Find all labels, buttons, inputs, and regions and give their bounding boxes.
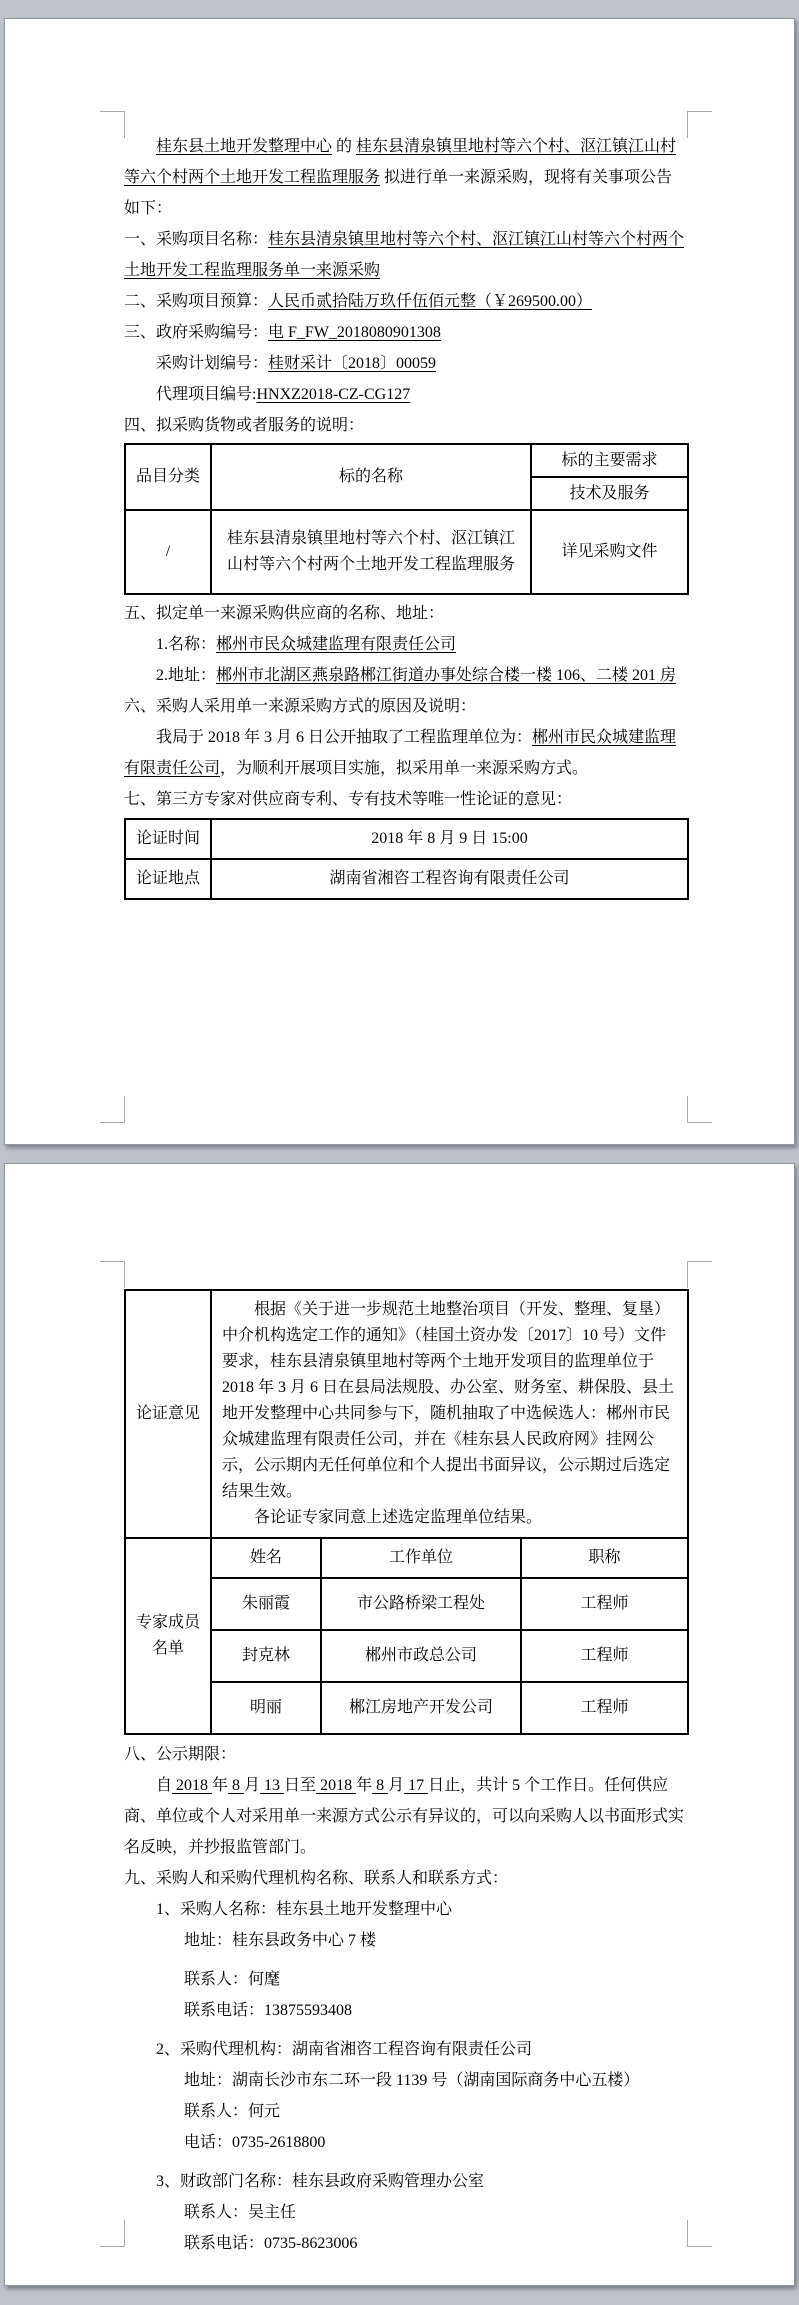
agency-phone-line: 电话：0735-2618800 xyxy=(184,2134,326,2151)
s8-text: 月 xyxy=(244,1777,261,1794)
demonstration-info-table xyxy=(124,818,689,900)
opinion-label-cell: 论证意见 xyxy=(125,1290,211,1538)
project-name-underlined: 桂东县清泉镇里地村等六个村、沤江镇江山村等六个村两个土地开发工程监理服务 xyxy=(124,138,677,186)
expert-title-cell: 工程师 xyxy=(521,1630,688,1682)
section-2-value: 人民币贰拾陆万玖仟伍佰元整（￥269500.00） xyxy=(268,293,593,310)
s8-text: 自 xyxy=(156,1777,173,1794)
supplier-address-value: 郴州市北湖区燕泉路郴江街道办事处综合楼一楼 106、二楼 201 房 xyxy=(216,667,677,684)
demonstration-time-label: 论证时间 xyxy=(125,819,211,859)
goods-col-name-header: 标的名称 xyxy=(211,444,531,510)
page-1-content xyxy=(5,19,794,1144)
demonstration-time-value: 2018 年 8 月 9 日 15:00 xyxy=(211,819,688,859)
single-source-reason-paragraph xyxy=(124,722,685,784)
supplier-name-label: 1.名称： xyxy=(156,636,217,653)
buyer-name-line: 1、采购人名称：桂东县土地开发整理中心 xyxy=(156,1901,453,1918)
reason-supplier-underlined: 郴州市民众城建监理有限责任公司 xyxy=(124,729,677,777)
opinion-row xyxy=(125,1290,688,1538)
s8-day-to-underlined: 17 xyxy=(404,1777,429,1794)
section-6-heading: 六、采购人采用单一来源采购方式的原因及说明： xyxy=(124,698,477,715)
experts-header-row xyxy=(125,1538,688,1578)
expert-opinion-table xyxy=(124,1289,689,1735)
expert-name-cell: 朱丽霞 xyxy=(211,1578,321,1630)
section-5-heading: 五、拟定单一来源采购供应商的名称、地址： xyxy=(124,605,445,622)
s8-month-from-underlined: 8 xyxy=(228,1777,245,1794)
intro-connector: 的 xyxy=(332,138,357,155)
expert-name-cell: 明丽 xyxy=(211,1682,321,1734)
section-7-heading: 七、第三方专家对供应商专利、专有技术等唯一性论证的意见： xyxy=(124,791,573,808)
section-1-value: 桂东县清泉镇里地村等六个村、沤江镇江山村等六个村两个土地开发工程监理服务单一来源采购 xyxy=(124,231,685,279)
expert-title-cell: 工程师 xyxy=(521,1578,688,1630)
s8-text: 日至 xyxy=(284,1777,317,1794)
demonstration-place-value: 湖南省湘咨工程咨询有限责任公司 xyxy=(211,859,688,899)
publicity-period-paragraph xyxy=(124,1770,685,1863)
demonstration-place-row xyxy=(125,859,688,899)
s8-year-from-underlined: 2018 xyxy=(172,1777,213,1794)
goods-col-category-header: 品目分类 xyxy=(125,444,211,510)
document-page-2 xyxy=(4,1163,795,2286)
supplier-name-line xyxy=(124,629,685,660)
section-4-heading: 四、拟采购货物或者服务的说明： xyxy=(124,417,365,434)
section-3-label: 三、政府采购编号： xyxy=(124,324,269,341)
expert-name-cell: 封克林 xyxy=(211,1630,321,1682)
expert-org-cell: 市公路桥梁工程处 xyxy=(321,1578,521,1630)
section-3-procurement-no xyxy=(124,317,685,348)
goods-description-table xyxy=(124,443,689,595)
buyer-phone-line: 联系电话：13875593408 xyxy=(184,2002,353,2019)
buyer-contact-line: 联系人：何麾 xyxy=(184,1971,281,1988)
section-2-label: 二、采购项目预算： xyxy=(124,293,269,310)
supplier-address-line xyxy=(124,660,685,691)
gov-procurement-number: 电 F_FW_2018080901308 xyxy=(268,324,441,341)
agent-number-value: HNXZ2018-CZ-CG127 xyxy=(256,386,411,403)
demonstration-time-row xyxy=(125,819,688,859)
s8-text: 年 xyxy=(356,1777,373,1794)
supplier-name-value: 郴州市民众城建监理有限责任公司 xyxy=(216,636,457,653)
agency-address-line: 地址：湖南长沙市东二环一段 1139 号（湖南国际商务中心五楼） xyxy=(184,2072,640,2089)
finance-dept-line: 3、财政部门名称：桂东县政府采购管理办公室 xyxy=(156,2173,485,2190)
s8-text: 日止，共计 5 个工作日。任何供应商、单位或个人对采用单一来源方式公示有异议的，可以向采购人以书面形式实名反映，并抄报监管部门。 xyxy=(124,1777,685,1856)
section-1-project-name xyxy=(124,224,685,286)
expert-title-cell: 工程师 xyxy=(521,1682,688,1734)
finance-phone-line: 联系电话：0735-8623006 xyxy=(184,2235,358,2252)
reason-text-tail: ，为顺利开展项目实施，拟采用单一来源采购方式。 xyxy=(220,760,589,777)
agency-contact-line: 联系人：何元 xyxy=(184,2103,281,2120)
section-2-budget xyxy=(124,286,685,317)
goods-table-row xyxy=(125,510,688,594)
s8-year-to-underlined: 2018 xyxy=(316,1777,357,1794)
page-2-content xyxy=(5,1164,794,2285)
opinion-content-cell xyxy=(211,1290,688,1538)
goods-col-requirement-header: 标的主要需求 xyxy=(531,444,688,477)
opinion-paragraph-2: 各论证专家同意上述选定监理单位结果。 xyxy=(254,1509,543,1526)
plan-number-line xyxy=(124,348,685,379)
experts-col-title-header: 职称 xyxy=(521,1538,688,1578)
expert-org-cell: 郴州市政总公司 xyxy=(321,1630,521,1682)
finance-contact-line: 联系人：吴主任 xyxy=(184,2204,297,2221)
goods-requirement-cell: 详见采购文件 xyxy=(531,510,688,594)
agent-number-line xyxy=(124,379,685,410)
s8-month-to-underlined: 8 xyxy=(372,1777,389,1794)
intro-paragraph xyxy=(124,131,685,224)
buyer-address-line: 地址：桂东县政务中心 7 楼 xyxy=(184,1932,377,1949)
plan-number-value: 桂财采计〔2018〕00059 xyxy=(268,355,437,372)
section-9-heading: 九、采购人和采购代理机构名称、联系人和联系方式： xyxy=(124,1870,509,1887)
s8-text: 月 xyxy=(388,1777,405,1794)
goods-name-cell: 桂东县清泉镇里地村等六个村、沤江镇江山村等六个村两个土地开发工程监理服务 xyxy=(211,510,531,594)
agency-name-line: 2、采购代理机构：湖南省湘咨工程咨询有限责任公司 xyxy=(156,2041,533,2058)
goods-col-tech-service-header: 技术及服务 xyxy=(531,477,688,510)
section-8-heading: 八、公示期限： xyxy=(124,1746,237,1763)
s8-text: 年 xyxy=(212,1777,229,1794)
intro-tail: 拟进行单一来源采购，现将有关事项公告如下： xyxy=(124,169,673,217)
expert-org-cell: 郴江房地产开发公司 xyxy=(321,1682,521,1734)
demonstration-place-label: 论证地点 xyxy=(125,859,211,899)
supplier-address-label: 2.地址： xyxy=(156,667,217,684)
buyer-name-underlined: 桂东县土地开发整理中心 xyxy=(156,138,333,155)
experts-label-cell: 专家成员名单 xyxy=(125,1538,211,1734)
s8-day-from-underlined: 13 xyxy=(260,1777,285,1794)
opinion-paragraph-1: 根据《关于进一步规范土地整治项目（开发、整理、复垦）中介机构选定工作的通知》（桂国土资办发〔2017〕10 号）文件要求，桂东县清泉镇里地村等两个土地开发项目的监理单位于 2018 年 3 月 6 日在县局法规股、办公室、财务室、耕保股、县土地开发整理中心共同参与下，随机抽取了中选候选人：郴州市民众城建监理有限责任公司，并在《桂东县人民政府网》挂网公示，公示期内无任何单位和个人提出书面异议，公示期过后选定结果生效。 xyxy=(222,1301,675,1500)
plan-number-label: 采购计划编号： xyxy=(156,355,269,372)
agent-number-label: 代理项目编号: xyxy=(156,386,257,403)
document-page-1 xyxy=(4,18,795,1145)
experts-col-org-header: 工作单位 xyxy=(321,1538,521,1578)
experts-col-name-header: 姓名 xyxy=(211,1538,321,1578)
reason-text-lead: 我局于 2018 年 3 月 6 日公开抽取了工程监理单位为： xyxy=(156,729,533,746)
section-1-label: 一、采购项目名称： xyxy=(124,231,269,248)
goods-category-cell: / xyxy=(125,510,211,594)
